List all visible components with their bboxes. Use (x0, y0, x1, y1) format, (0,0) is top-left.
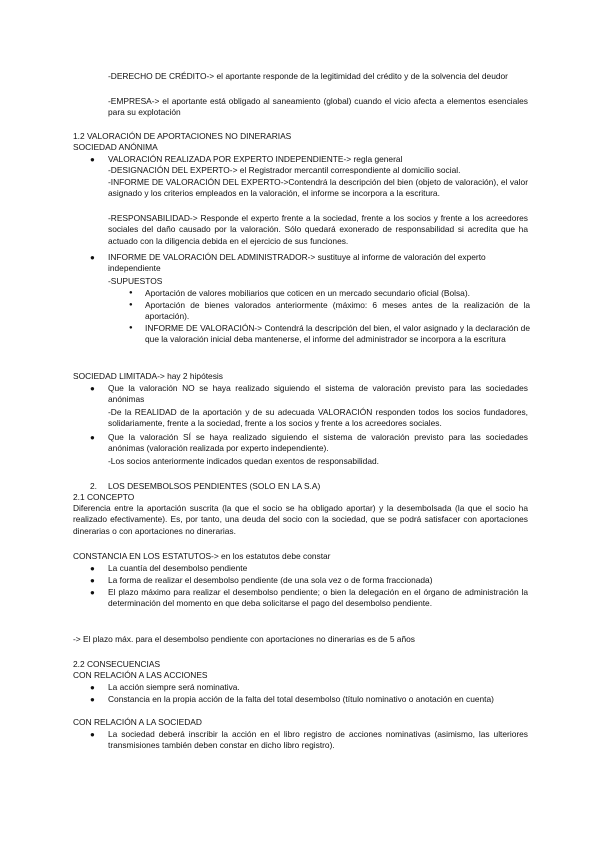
derecho-credito-text: -DERECHO DE CRÉDITO-> el aportante responde de la legitimidad del crédito y de la solvencia del deudor (108, 71, 508, 81)
supuesto-bienes-valorados: Aportación de bienes valorados anteriormente (máximo: 6 meses antes de la realización de la aportación). (145, 300, 530, 322)
bullet-icon: ● (90, 730, 95, 739)
concepto-text: Diferencia entre la aportación suscrita (la que el socio se ha obligado aportar) y la desembolsada (la que el socio ha realizado efectivamente). Es, por tanto, una deuda del socio con la sociedad, que se podrá satisfacer con aportaciones dinerarias o con aportaciones no dinerarias. (73, 503, 528, 536)
designacion-experto-text: -DESIGNACIÓN DEL EXPERTO-> el Registrador mercantil correspondiente al domicilio social. (108, 165, 461, 175)
constancia-estatutos-label: CONSTANCIA EN LOS ESTATUTOS-> en los estatutos debe constar (73, 551, 331, 561)
hipotesis-no-valorada: Que la valoración NO se haya realizado siguiendo el sistema de valoración previsto para las sociedades anónimas (108, 383, 528, 405)
socios-exentos-text: -Los socios anteriormente indicados quedan exentos de responsabilidad. (108, 456, 379, 466)
informe-experto-text: -INFORME DE VALORACIÓN DEL EXPERTO->Contendrá la descripción del bien (objeto de valoración), el valor asignado y los criterios empleados en la valoración, el informe se incorpora a la escritura. (108, 177, 528, 199)
sociedad-anonima-label: SOCIEDAD ANÓNIMA (73, 142, 158, 152)
constancia-accion-item: Constancia en la propia acción de la falta del total desembolso (título nominativo o anotación en cuenta) (108, 694, 494, 704)
sociedad-limitada-label: SOCIEDAD LIMITADA-> hay 2 hipótesis (73, 371, 223, 381)
section-heading-1-2: 1.2 VALORACIÓN DE APORTACIONES NO DINERARIAS (73, 131, 292, 141)
bullet-icon: ● (90, 384, 95, 393)
forma-item: La forma de realizar el desembolso pendiente (de una sola vez o de forma fraccionada) (108, 575, 433, 585)
plazo-aportaciones-note: -> El plazo máx. para el desembolso pendiente con aportaciones no dinerarias es de 5 años (73, 634, 415, 644)
relacion-acciones-label: CON RELACIÓN A LAS ACCIONES (73, 670, 208, 680)
section-heading-2-1: 2.1 CONCEPTO (73, 492, 135, 502)
informe-administrador-item: INFORME DE VALORACIÓN DEL ADMINISTRADOR-> sustituye al informe de valoración del experto independiente (108, 252, 486, 274)
bullet-icon: ● (90, 253, 95, 262)
section-heading-2: LOS DESEMBOLSOS PENDIENTES (SOLO EN LA S.A) (108, 481, 321, 491)
experto-independiente-item: VALORACIÓN REALIZADA POR EXPERTO INDEPENDIENTE-> regla general (108, 154, 403, 164)
sub-bullet-icon: ● (129, 302, 133, 308)
responsabilidad-text: -RESPONSABILIDAD-> Responde el experto frente a la sociedad, frente a los socios y frente a los acreedores sociales del daño causado por la valoración. Sólo quedará exonerado de responsabilidad si acredita que ha actuado con la diligencia debida en el ejercicio de sus funciones. (108, 213, 528, 246)
empresa-text: -EMPRESA-> el aportante está obligado al saneamiento (global) cuando el vicio afecta a elementos esenciales para su explotación (108, 96, 528, 118)
cuantia-item: La cuantía del desembolso pendiente (108, 563, 248, 573)
bullet-icon: ● (90, 564, 95, 573)
accion-nominativa-item: La acción siempre será nominativa. (108, 682, 240, 692)
supuesto-valores-cotizados: Aportación de valores mobiliarios que coticen en un mercado secundario oficial (Bolsa). (145, 288, 470, 298)
bullet-icon: ● (90, 695, 95, 704)
responsabilidad-socios-text: -De la REALIDAD de la aportación y de su adecuada VALORACIÓN responden todos los socios fundadores, solidariamente, frente a la sociedad, frente a los socios y frente a los acreedores sociales. (108, 407, 528, 429)
relacion-sociedad-label: CON RELACIÓN A LA SOCIEDAD (73, 717, 202, 727)
hipotesis-si-valorada: Que la valoración SÍ se haya realizado siguiendo el sistema de valoración previsto para las sociedades anónimas (valoración realizada por experto independiente). (108, 432, 528, 454)
supuestos-label: -SUPUESTOS (108, 276, 163, 286)
section-number-2: 2. (90, 481, 97, 491)
section-heading-2-2: 2.2 CONSECUENCIAS (73, 659, 161, 669)
bullet-icon: ● (90, 683, 95, 692)
bullet-icon: ● (90, 576, 95, 585)
bullet-icon: ● (90, 588, 95, 597)
sub-bullet-icon: ● (129, 290, 133, 296)
plazo-maximo-item: El plazo máximo para realizar el desembolso pendiente; o bien la delegación en el órgano de administración la determinación del momento en que deba solicitarse el pago del desembolso pendiente. (108, 587, 528, 609)
libro-registro-item: La sociedad deberá inscribir la acción en el libro registro de acciones nominativas (asimismo, las ulteriores transmisiones también deben constar en dicho libro registro). (108, 729, 528, 751)
sub-bullet-icon: ● (129, 325, 133, 331)
bullet-icon: ● (90, 433, 95, 442)
bullet-icon: ● (90, 155, 95, 164)
supuesto-informe-valoracion: INFORME DE VALORACIÓN-> Contendrá la descripción del bien, el valor asignado y la declaración de que la valoración inicial deba mantenerse, el informe del administrador se incorpora a la escritura (145, 323, 530, 345)
